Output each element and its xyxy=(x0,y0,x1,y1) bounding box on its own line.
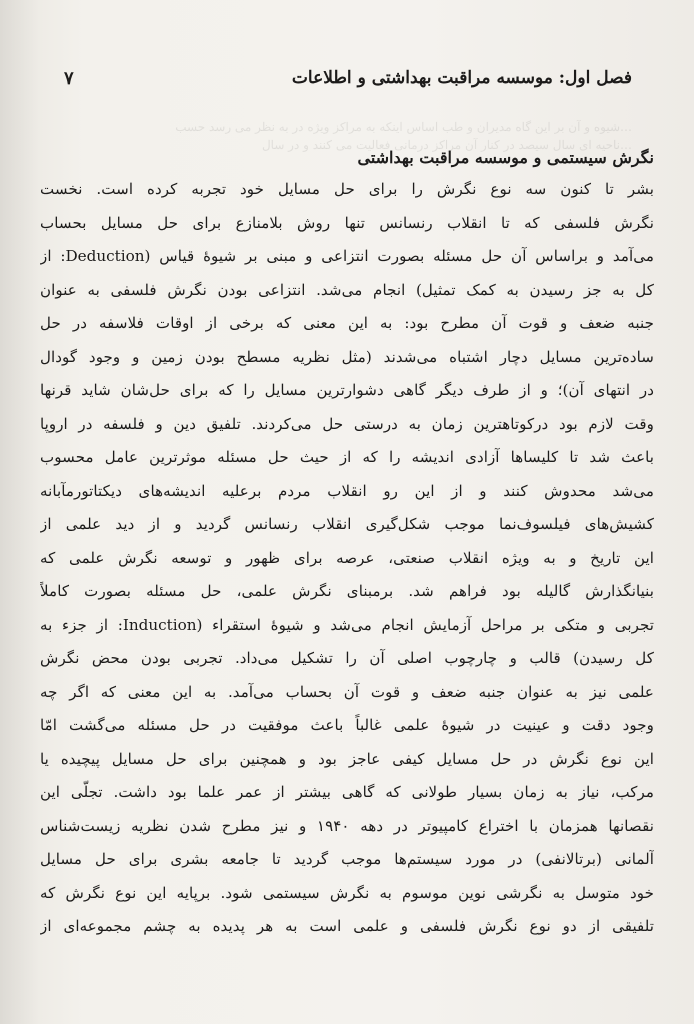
text-line: جنبه ضعف و قوت آن مطرح بود: به این معنی که برخی از اوقات فلاسفه در حل xyxy=(40,314,654,332)
running-header xyxy=(62,68,632,98)
text-line: تجربی و متکی بر مراحل آزمایش انجام می‌شد و شیوهٔ استقراء (Induction: از جزء به xyxy=(40,615,654,634)
text-line: می‌آمد و براساس آن حل مسئله بصورت انتزاعی و مبنی بر شیوهٔ قیاس (Deduction: از xyxy=(40,247,654,265)
text-line: کل رسیدن) قالب و چارچوب اصلی آن را تشکیل می‌داد. تجربی بودن محض نگرش xyxy=(40,649,654,667)
text-line: کشیش‌های فیلسوف‌نما موجب شکل‌گیری انقلاب رنسانس گردید و از دید علمی از xyxy=(40,515,654,533)
text-line: این نوع نگرش در حل مسایل کیفی عاجز بود و همچنین برای حل مسایل پیچیده یا xyxy=(40,749,654,768)
text-line: خود متوسل به نگرشی نوین موسوم به نگرش سیستمی شود. برپایه این نوع نگرش که xyxy=(40,883,654,902)
text-line: می‌شد محدوش کنند و از این رو انقلاب مردم برعلیه اندیشه‌های دیکتاتورمآبانه xyxy=(40,481,654,500)
text-line: آلمانی (برتالانفی) در مورد سیستم‌ها موجب گردید تا جامعه بشری برای حل مسایل xyxy=(40,850,654,868)
text-line: علمی نیز به عنوان جنبه ضعف و قوت آن بحساب می‌آمد. به این معنی که اگر چه xyxy=(40,682,654,701)
bleed-line: …شیوه و آن بر این گاه مدیران و طب اساس اینکه به مراکز ویژه در به نظر می رسد حسب xyxy=(175,120,632,134)
text-line: این تاریخ و به ویژه انقلاب صنعتی، عرصه برای ظهور و توسعه نگرش علمی که xyxy=(40,548,654,567)
text-line: تلفیقی از دو نوع نگرش فلسفی و علمی است به هر پدیده به چشم مجموعه‌ای از xyxy=(40,917,654,935)
text-line: بشر تا کنون سه نوع نگرش را برای حل مسایل خود تجربه کرده است. نخست xyxy=(40,180,654,198)
text-line: باعث شد تا کلیساها آزادی اندیشه را که از حیث حل مسئله موثرترین عامل محسوب xyxy=(40,448,654,466)
text-line: وقت لازم بود درکوتاهترین زمان به درستی حل می‌کردند. تلفیق دین و فلسفه در اروپا xyxy=(40,414,654,433)
page-body xyxy=(40,146,654,944)
text-line: کل به جز رسیدن به کمک تمثیل) انجام می‌شد. انتزاعی بودن نگرش فلسفی به عنوان xyxy=(40,280,654,299)
binding-shadow xyxy=(0,0,40,1024)
chapter-title: فصل اول: موسسه مراقبت بهداشتی و اطلاعات xyxy=(291,68,632,88)
text-line: در انتهای آن)؛ و از طرف دیگر گاهی دشوارترین مسایل را که برای حل‌شان شاید قرنها xyxy=(40,381,654,399)
text-line: نقصانها همزمان با اختراع کامپیوتر در دهه ۱۹۴۰ و نیز مطرح شدن نظریه زیست‌شناس xyxy=(40,816,654,835)
section-heading: نگرش سیستمی و موسسه مراقبت بهداشتی xyxy=(357,148,654,167)
text-line: نگرش فلسفی که تا انقلاب رنسانس تنها روش بلامنازع برای حل مسایل بحساب xyxy=(40,213,654,232)
text-line: بنیانگذارش گالیله بود فراهم شد. برمبنای نگرش علمی، حل مسئله بصورت کاملاً xyxy=(40,582,654,600)
paragraph xyxy=(40,173,654,944)
page-number: ۷ xyxy=(64,68,74,89)
text-line: ساده‌ترین مسایل دچار اشتباه می‌شدند (مثل نظریه مسطح بودن زمین و وجود گودال xyxy=(40,347,654,366)
text-line: وجود دقت و عینیت در شیوهٔ علمی غالباً باعث موفقیت در حل مسئله می‌گشت امّا xyxy=(40,716,654,734)
bleed-line: …ناحیه ای سال سیصد در کنار آن مراکز درمانی فعالیت می کنند و در سال xyxy=(261,138,632,152)
text-line: مرکب، نیاز به زمان بسیار طولانی که گاهی بیشتر از عمر علما بود داشت. تجلّی این xyxy=(40,783,654,801)
